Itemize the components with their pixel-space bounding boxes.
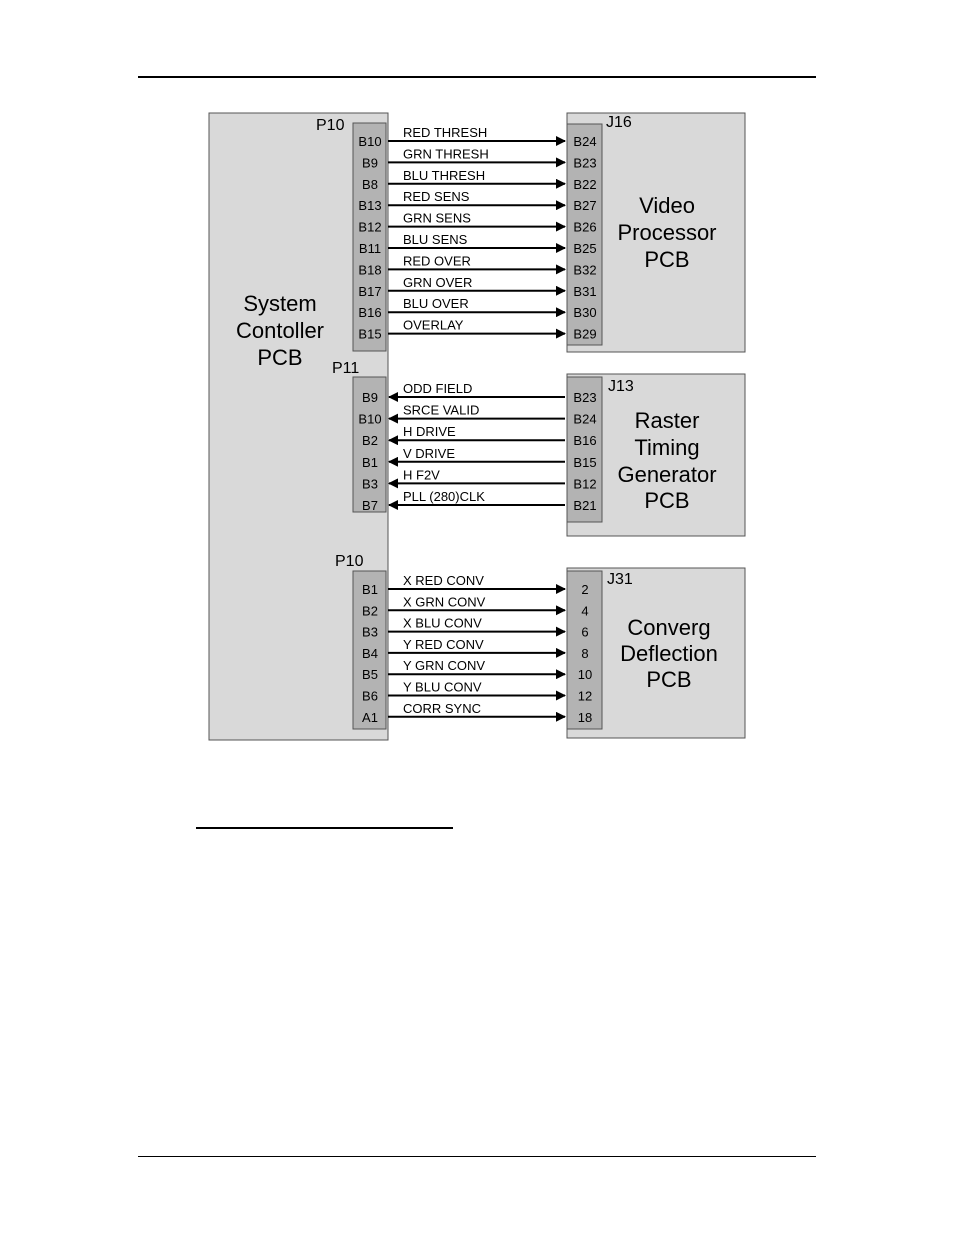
j13-label: J13 — [608, 378, 634, 395]
p10a-target-pin: B26 — [573, 219, 597, 235]
p10a-source-pin: B15 — [358, 326, 382, 342]
system-board-line-3: PCB — [257, 345, 303, 370]
raster-board-line-2: Timing — [634, 435, 700, 460]
p10b-signal-label: Y RED CONV — [403, 636, 484, 652]
p10b-source-pin: B6 — [362, 688, 378, 704]
p11-target-pin: B16 — [573, 433, 597, 449]
p10a-target-pin: B24 — [573, 134, 597, 149]
p11-source-pin: B9 — [362, 390, 378, 405]
converg-board-line-1: Converg — [627, 615, 711, 640]
p10a-signal-label: GRN OVER — [403, 274, 473, 290]
p11-signal-label: H F2V — [403, 467, 440, 483]
p10a-target-pin: B31 — [573, 283, 597, 299]
p10a-target-pin: B25 — [573, 241, 597, 256]
j16-label: J16 — [606, 114, 632, 131]
p10b-signal-label: CORR SYNC — [403, 700, 482, 716]
converg-board-line-3: PCB — [646, 667, 692, 692]
p11-source-pin: B1 — [362, 454, 378, 470]
p10a-signal-label: OVERLAY — [403, 317, 464, 333]
p11-signal-label: ODD FIELD — [403, 381, 473, 396]
p10a-signal-label: RED OVER — [403, 253, 471, 269]
wires-layer — [358, 125, 596, 725]
p10b-signal-label: Y BLU CONV — [403, 679, 482, 695]
p10a-target-pin: B32 — [573, 262, 597, 278]
p10b-signal-label: X GRN CONV — [403, 594, 486, 610]
p10a-target-pin: B22 — [573, 176, 597, 192]
p10a-label: P10 — [316, 117, 345, 134]
p11-label: P11 — [332, 360, 360, 377]
p11-signal-label: SRCE VALID — [403, 402, 480, 418]
p11-target-pin: B12 — [573, 476, 597, 492]
p10b-source-pin: B4 — [362, 645, 378, 661]
raster-board-line-3: Generator — [617, 462, 717, 487]
p10b-target-pin: 6 — [581, 624, 589, 640]
p10a-signal-label: RED THRESH — [403, 125, 488, 140]
p10a-source-pin: B12 — [358, 219, 382, 235]
raster-board-line-1: Raster — [634, 408, 700, 433]
p10b-label: P10 — [335, 553, 364, 570]
p11-source-pin: B10 — [358, 411, 382, 427]
p10a-source-pin: B18 — [358, 262, 382, 278]
p10a-signal-label: RED SENS — [403, 189, 470, 205]
p10b-source-pin: B2 — [362, 603, 378, 619]
p10b-target-pin: 8 — [581, 645, 589, 661]
p10a-source-pin: B11 — [358, 241, 382, 256]
p10a-signal-label: GRN SENS — [403, 210, 471, 226]
p10a-target-pin: B27 — [573, 198, 597, 214]
p10a-target-pin: B23 — [573, 155, 597, 171]
p10b-source-pin: A1 — [362, 709, 378, 725]
p11-signal-label: V DRIVE — [403, 445, 456, 461]
p11-target-pin: B21 — [573, 498, 597, 513]
p11-signal-label: PLL (280)CLK — [403, 489, 485, 504]
p10b-source-pin: B5 — [362, 667, 378, 683]
p10a-source-pin: B16 — [358, 305, 382, 321]
p10b-signal-label: X RED CONV — [403, 573, 484, 588]
j31-label: J31 — [607, 571, 633, 588]
system-board-line-1: System — [243, 291, 317, 316]
p10a-source-pin: B9 — [362, 155, 378, 171]
video-board-line-1: Video — [639, 193, 695, 218]
converg-board-line-2: Deflection — [620, 641, 718, 666]
p10a-source-pin: B10 — [358, 134, 382, 149]
video-board-line-2: Processor — [617, 220, 717, 245]
p10a-source-pin: B17 — [358, 283, 382, 299]
p10b-signal-label: Y GRN CONV — [403, 658, 486, 674]
p10b-target-pin: 2 — [581, 582, 589, 597]
p10a-target-pin: B30 — [573, 305, 597, 321]
p10a-source-pin: B13 — [358, 198, 382, 214]
p11-source-pin: B7 — [362, 498, 378, 513]
p11-source-pin: B3 — [362, 476, 378, 492]
video-board-line-3: PCB — [644, 247, 690, 272]
p10b-source-pin: B1 — [362, 582, 378, 597]
p10a-signal-label: BLU THRESH — [403, 167, 486, 183]
p10b-target-pin: 4 — [581, 603, 589, 619]
p10b-target-pin: 10 — [577, 667, 593, 683]
p10a-signal-label: BLU SENS — [403, 232, 468, 247]
p10a-source-pin: B8 — [362, 176, 378, 192]
p11-source-pin: B2 — [362, 433, 378, 449]
p11-target-pin: B23 — [573, 390, 597, 405]
p10b-target-pin: 18 — [577, 709, 593, 725]
p11-target-pin: B24 — [573, 411, 597, 427]
raster-board-line-4: PCB — [644, 488, 690, 513]
p10a-target-pin: B29 — [573, 326, 597, 342]
p11-signal-label: H DRIVE — [403, 424, 456, 440]
p10b-target-pin: 12 — [577, 688, 593, 704]
p11-target-pin: B15 — [573, 454, 597, 470]
p10a-signal-label: BLU OVER — [403, 296, 469, 312]
system-board-line-2: Contoller — [235, 318, 325, 343]
p10b-signal-label: X BLU CONV — [403, 615, 482, 631]
p10a-signal-label: GRN THRESH — [403, 146, 489, 162]
p10b-source-pin: B3 — [362, 624, 378, 640]
